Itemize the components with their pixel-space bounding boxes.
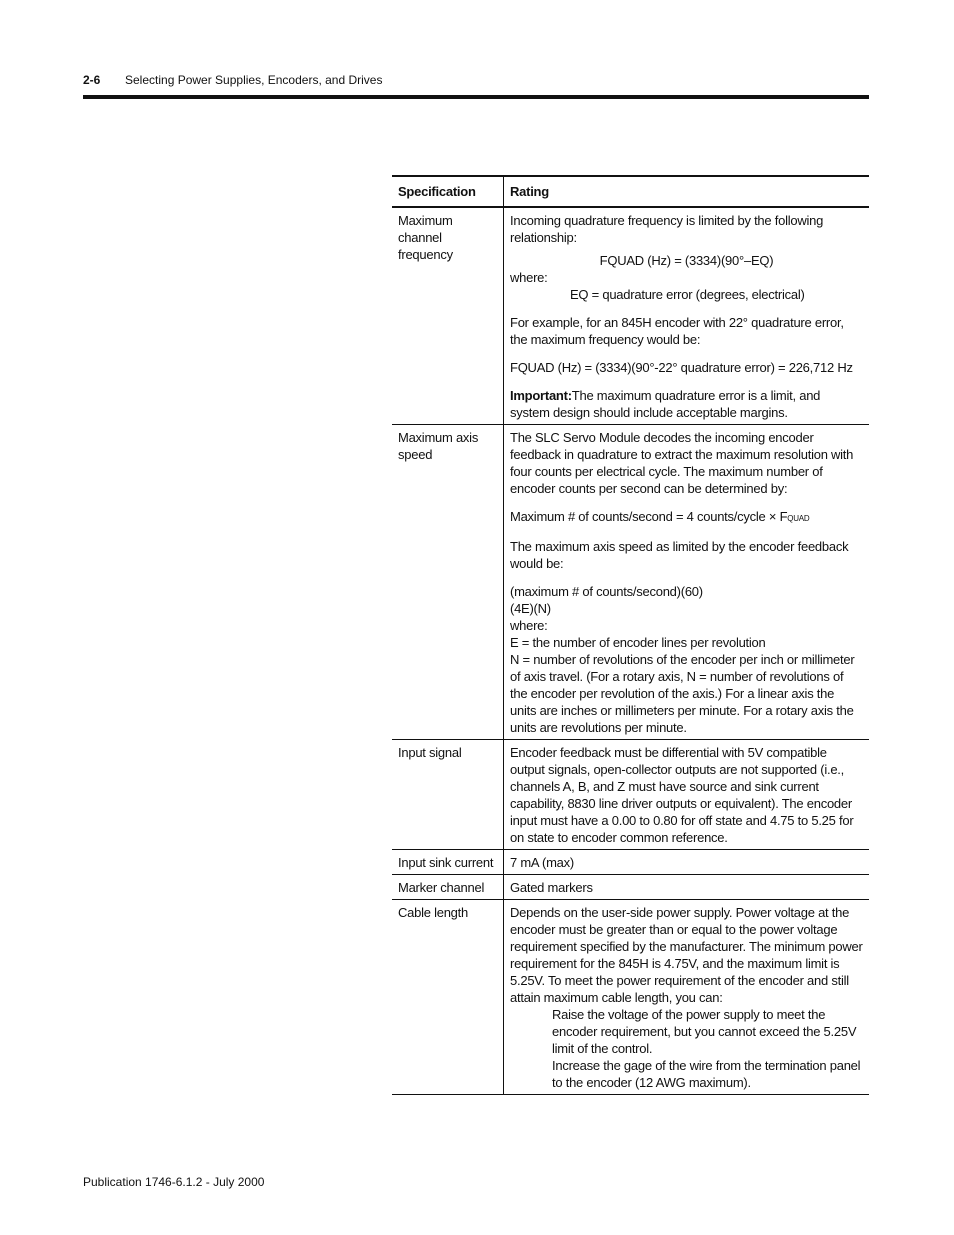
formula-denominator: (4E)(N) <box>510 601 551 616</box>
table-row <box>392 740 869 850</box>
table-header-row <box>392 176 869 207</box>
spec-cell: Maximum channel frequency <box>392 207 504 425</box>
table-row <box>392 875 869 900</box>
chapter-title: Selecting Power Supplies, Encoders, and Drives <box>125 73 383 87</box>
where-label: where: <box>510 270 548 285</box>
rating-text: The SLC Servo Module decodes the incoming encoder feedback in quadrature to extract the maximum resolution with four counts per electrical cycle. The maximum number of encoder counts per second can be determined by: <box>510 430 854 496</box>
important-note <box>510 387 863 421</box>
page-number: 2-6 <box>83 73 101 87</box>
spec-cell: Cable length <box>392 900 504 1095</box>
where-label: where: <box>510 618 548 633</box>
formula-subscript: QUAD <box>787 514 810 523</box>
definition: EQ = quadrature error (degrees, electrical) <box>570 287 805 302</box>
header-rule <box>83 95 869 99</box>
formula-main: Maximum # of counts/second = 4 counts/cycle × F <box>510 509 788 524</box>
rating-text: The maximum axis speed as limited by the encoder feedback would be: <box>510 539 849 571</box>
table-row <box>392 425 869 740</box>
important-label: Important: <box>510 388 572 403</box>
footer-publication: Publication 1746-6.1.2 - July 2000 <box>83 1175 265 1189</box>
rating-cell: 7 mA (max) <box>504 850 870 875</box>
column-header-specification: Specification <box>392 176 504 207</box>
spec-cell: Input sink current <box>392 850 504 875</box>
definition: N = number of revolutions of the encoder per inch or millimeter of axis travel. (For a rotary axis, N = number of revolutions of the encoder per revolution of the axis.) For a linear axis the units are inches or millimeters per minute. For a rotary axis the units are revolutions per minute. <box>510 652 855 735</box>
list-item: Increase the gage of the wire from the termination panel to the encoder (12 AWG maximum). <box>552 1058 861 1090</box>
rating-cell <box>504 900 870 1095</box>
spec-cell: Input signal <box>392 740 504 850</box>
specification-table <box>392 175 869 1095</box>
rating-cell: Gated markers <box>504 875 870 900</box>
formula: FQUAD (Hz) = (3334)(90°-22° quadrature error) = 226,712 Hz <box>510 360 853 375</box>
rating-cell: Encoder feedback must be differential with 5V compatible output signals, open-collector outputs are not supported (i.e., channels A, B, and Z must have source and sink current capability, 8830 line driver outputs or equivalent). The encoder input must have a 0.00 to 0.80 for off state and 4.75 to 5.25 for on state to encoder common reference. <box>504 740 870 850</box>
rating-text: For example, for an 845H encoder with 22° quadrature error, the maximum frequency would be: <box>510 315 844 347</box>
formula <box>510 508 863 527</box>
spec-cell: Maximum axis speed <box>392 425 504 740</box>
table-row <box>392 207 869 425</box>
rating-text: Depends on the user-side power supply. Power voltage at the encoder must be greater than or equal to the power voltage requirement specified by the manufacturer. The minimum power requirement for the 845H is 4.75V, and the maximum limit is 5.25V. To meet the power requirement of the encoder and still attain maximum cable length, you can: <box>510 905 863 1005</box>
column-header-rating: Rating <box>504 176 870 207</box>
table-row <box>392 900 869 1095</box>
table-row <box>392 850 869 875</box>
definition: E = the number of encoder lines per revolution <box>510 635 766 650</box>
rating-cell <box>504 207 870 425</box>
page-header <box>83 73 383 87</box>
important-text: The maximum quadrature error is a limit, and system design should include acceptable margins. <box>510 388 821 420</box>
formula: FQUAD (Hz) = (3334)(90°–EQ) <box>599 253 774 268</box>
rating-text: Incoming quadrature frequency is limited by the following relationship: <box>510 213 824 245</box>
rating-cell <box>504 425 870 740</box>
list-item: Raise the voltage of the power supply to meet the encoder requirement, but you cannot exceed the 5.25V limit of the control. <box>552 1007 857 1056</box>
spec-cell: Marker channel <box>392 875 504 900</box>
formula-numerator: (maximum # of counts/second)(60) <box>510 584 703 599</box>
